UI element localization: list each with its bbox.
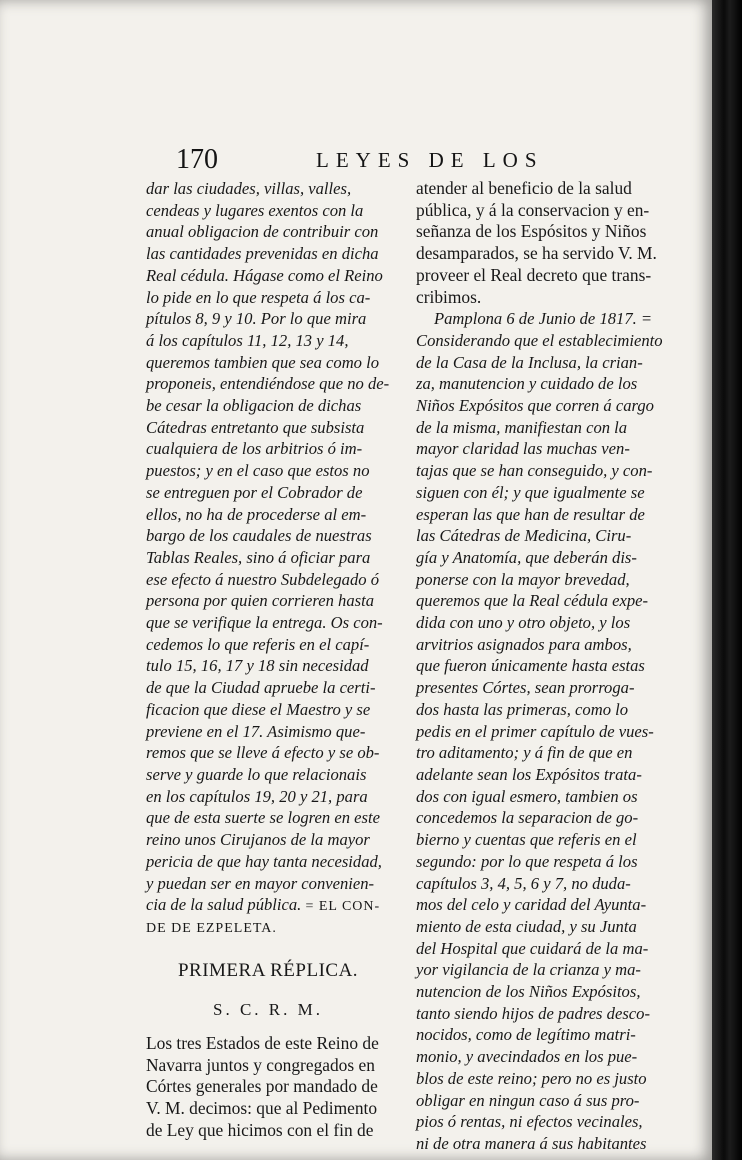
text-line: dos hasta las primeras, como lo [416,699,629,719]
text-line: monio, y avecindados en los pue- [416,1047,638,1067]
text-line: queremos tambien que sea como lo [146,352,380,372]
text-line: adelante sean los Expósitos trata- [416,764,642,784]
text-line: persona por quien corrieren hasta [146,591,374,611]
text-line: Cátedras entretanto que subsista [146,417,365,437]
text-line: presentes Córtes, sean prorroga- [416,678,635,698]
salutation: S. C. R. M. [213,1000,323,1020]
text-line: bierno y cuentas que referis en el [416,830,637,850]
text-line: blos de este reino; pero no es justo [416,1068,647,1088]
text-line: mos del celo y caridad del Ayunta- [416,895,647,915]
text-line: gía y Anatomía, que deberán dis- [416,547,637,567]
text-line: atender al beneficio de la salud [416,178,632,198]
text-line: á los capítulos 11, 12, 13 y 14, [146,330,349,350]
text-line: Córtes generales por mandado de [146,1076,378,1097]
text-line: que se verifique la entrega. Os con- [146,613,383,633]
text-line: V. M. decimos: que al Pedimento [146,1098,378,1119]
running-title: LEYES DE LOS [316,148,544,172]
text-line: Real cédula. Hágase como el Reino [146,265,383,285]
text-line: concedemos la separacion de go- [416,808,639,828]
text-line: que fueron únicamente hasta estas [416,656,645,676]
text-line: puestos; y en el caso que estos no [146,461,370,481]
text-line: capítulos 3, 4, 5, 6 y 7, no duda- [416,873,631,893]
text-line: Considerando que el establecimiento [416,330,663,350]
text-line: dos con igual esmero, tambien os [416,786,638,806]
text-line: de la misma, manifiestan con la [416,417,628,437]
text-line: las cantidades prevenidas en dicha [146,244,379,264]
text-line: yor vigilancia de la crianza y ma- [416,960,641,980]
text-line: proveer el Real decreto que trans- [416,264,652,285]
signature-name: DE DE EZPELETA. [146,920,277,936]
text-line: remos que se lleve á efecto y se ob- [146,743,380,763]
text-line: que de esta suerte se logren en este [146,808,380,828]
text-line: cualquiera de los arbitrios ó im- [146,439,363,459]
page-header [176,144,666,174]
text-line: cribimos. [416,286,482,307]
right-column [416,178,664,1155]
text-line: de la Casa de la Inclusa, la crian- [416,352,643,372]
text-line: las Cátedras de Medicina, Ciru- [416,526,632,546]
text-line: en los capítulos 19, 20 y 21, para [146,786,368,806]
page-number: 170 [176,144,218,175]
text-line-end: cia de la salud pública. [146,895,302,915]
text-line: esperan las que han de resultar de [416,504,645,524]
text-line: pios ó rentas, ni efectos vecinales, [416,1112,643,1132]
text-line: za, manutencion y cuidado de los [416,374,638,394]
text-line: tajas que se han conseguido, y con- [416,461,653,481]
text-line: ellos, no ha de procederse al em- [146,504,367,524]
left-column [146,178,390,1142]
text-line: Navarra juntos y congregados en [146,1054,375,1075]
text-line: serve y guarde lo que relacionais [146,764,367,784]
text-line: arvitrios asignados para ambos, [416,634,632,654]
text-line: pericia de que hay tanta necesidad, [146,851,382,871]
petition-text [146,1033,390,1142]
text-line: de que la Ciudad apruebe la certi- [146,678,376,698]
royal-reply-text [146,178,390,940]
text-line: ni de otra manera á sus habitantes [416,1133,647,1153]
text-line: lo pide en lo que respeta á los ca- [146,287,371,307]
signature-line [146,894,390,918]
text-line: be cesar la obligacion de dichas [146,396,362,416]
text-line: pedis en el primer capítulo de vues- [416,721,654,741]
scan-edge [712,0,742,1160]
text-line: Tablas Reales, sino á oficiar para [146,547,371,567]
text-line: ficacion que diese el Maestro y se [146,699,371,719]
text-line: dar las ciudades, villas, valles, [146,179,352,198]
text-line: señanza de los Espósitos y Niños [416,221,647,242]
text-line: del Hospital que cuidará de la ma- [416,938,649,958]
text-line: tanto siendo hijos de padres desco- [416,1003,650,1023]
text-line: nocidos, como de legítimo matri- [416,1025,636,1045]
text-line: obligar en ningun caso á sus pro- [416,1090,640,1110]
text-line: bargo de los caudales de nuestras [146,526,372,546]
dateline: Pamplona 6 de Junio de 1817. = [434,309,653,329]
signature-start: = EL CON- [305,899,381,915]
text-line: se entreguen por el Cobrador de [146,482,363,502]
text-line: mayor claridad las muchas ven- [416,439,630,459]
text-line: de Ley que hicimos con el fin de [146,1119,374,1140]
text-line: ese efecto á nuestro Subdelegado ó [146,569,380,589]
text-line: proponeis, entendiéndose que no de- [146,374,390,394]
text-line: desamparados, se ha servido V. M. [416,243,657,264]
text-line: Los tres Estados de este Reino de [146,1033,379,1054]
text-line: pública, y á la conservacion y en- [416,199,650,220]
text-line: reino unos Cirujanos de la mayor [146,830,370,850]
text-line: pítulos 8, 9 y 10. Por lo que mira [146,309,367,329]
text-line: anual obligacion de contribuir con [146,222,379,242]
text-line: nutencion de los Niños Expósitos, [416,982,641,1002]
text-line: previene en el 17. Asimismo que- [146,721,366,741]
text-line: siguen con él; y que igualmente se [416,482,645,502]
text-line: tulo 15, 16, 17 y 18 sin necesidad [146,656,369,676]
text-line: miento de esta ciudad, y su Junta [416,916,637,936]
text-line: segundo: por lo que respeta á los [416,851,638,871]
text-line: queremos que la Real cédula expe- [416,591,649,611]
text-line: tro aditamento; y á fin de que en [416,743,633,763]
text-line: dida con uno y otro objeto, y los [416,613,631,633]
text-line: cendeas y lugares exentos con la [146,200,364,220]
text-line: Niños Expósitos que corren á cargo [416,396,654,416]
text-line: cedemos lo que referis en el capí- [146,634,370,654]
text-line: y puedan ser en mayor convenien- [146,873,375,893]
section-heading: PRIMERA RÉPLICA. [177,959,359,981]
text-line: ponerse con la mayor brevedad, [416,569,630,589]
